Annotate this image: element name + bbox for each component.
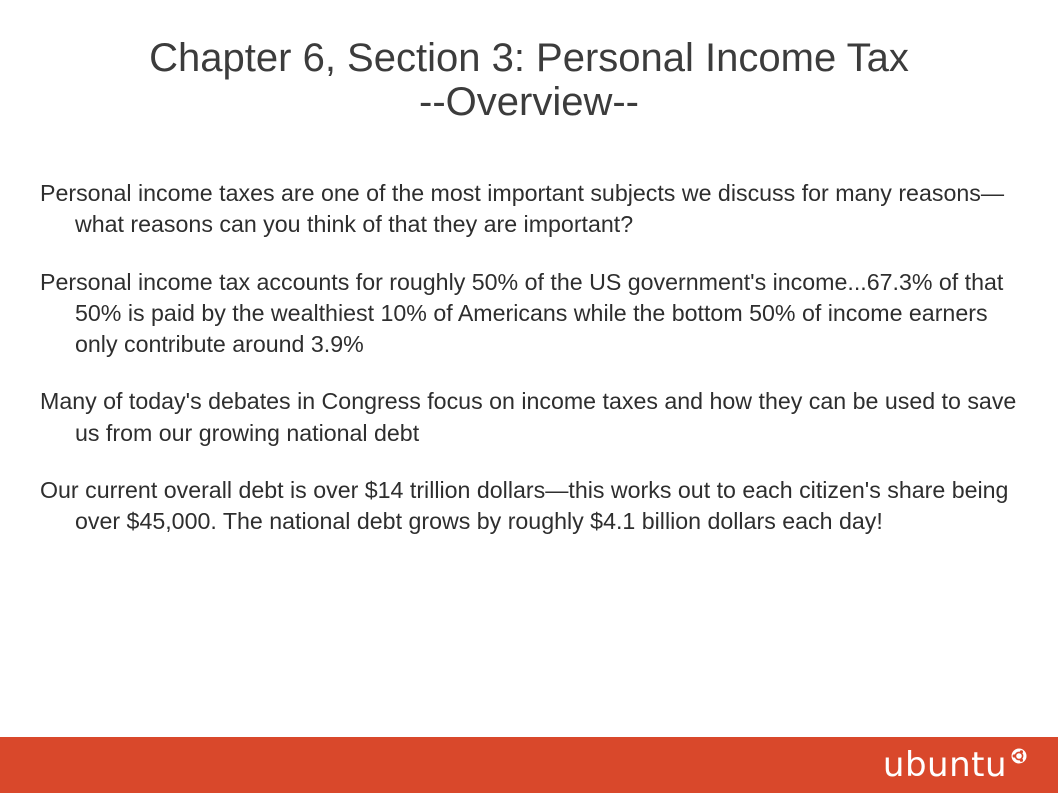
paragraph-congress-debates: Many of today's debates in Congress focus on income taxes and how they can be used to save us from our growing national debt xyxy=(40,388,1017,446)
slide-title-line-1: Chapter 6, Section 3: Personal Income Tax xyxy=(149,36,909,80)
circle-of-friends-icon xyxy=(1011,748,1027,764)
ubuntu-logo xyxy=(883,745,1027,785)
slide-title-line-2: --Overview-- xyxy=(419,80,639,124)
paragraph-importance: Personal income taxes are one of the most important subjects we discuss for many reasons—what reasons can you think of that they are important? xyxy=(40,180,1005,238)
paragraph-national-debt: Our current overall debt is over $14 trillion dollars—this works out to each citizen's share being over $45,000. The national debt grows by roughly $4.1 billion dollars each day! xyxy=(40,477,1009,535)
paragraph-share-of-income: Personal income tax accounts for roughly 50% of the US government's income...67.3% of that 50% is paid by the wealthiest 10% of Americans while the bottom 50% of income earners only contribute around 3.9% xyxy=(40,268,1004,358)
footer-bar xyxy=(0,737,1058,793)
logo-wordmark: ubuntu xyxy=(882,745,1007,785)
slide-body xyxy=(40,178,1030,564)
slide-title xyxy=(0,36,1058,124)
